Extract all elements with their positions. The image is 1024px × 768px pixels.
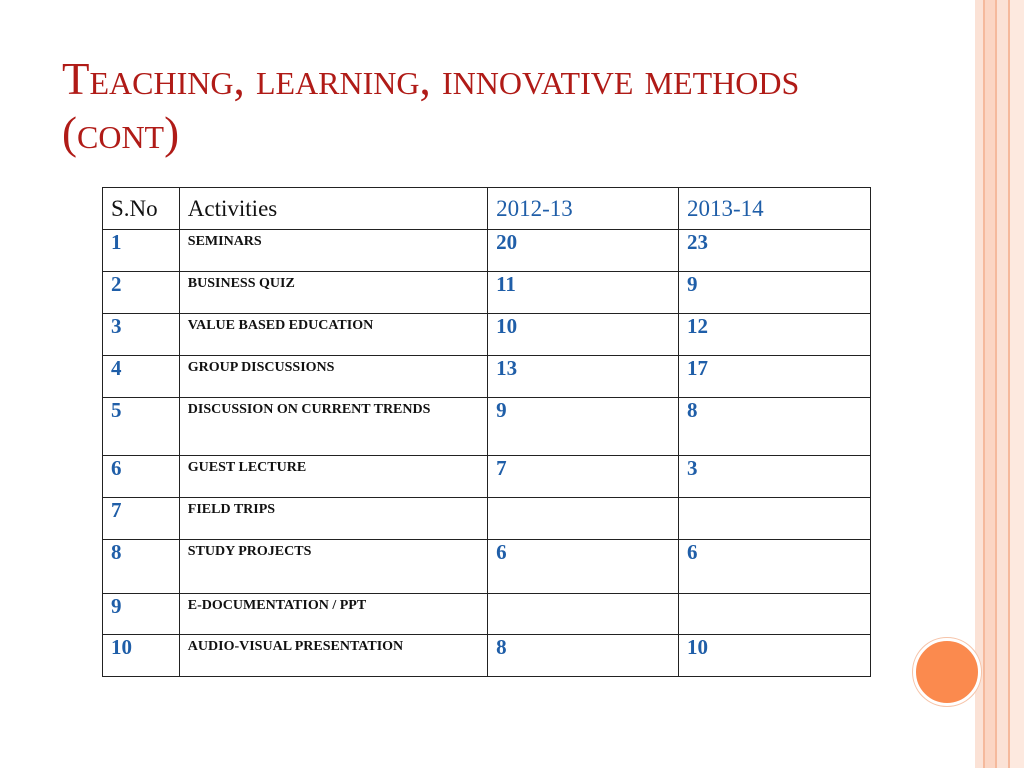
cell-2012-13: 9 bbox=[488, 398, 679, 456]
decorative-stripe bbox=[985, 0, 995, 768]
accent-circle-icon bbox=[913, 638, 981, 706]
cell-2013-14: 10 bbox=[678, 635, 870, 677]
cell-sno: 1 bbox=[103, 230, 180, 272]
table-row bbox=[103, 594, 871, 635]
cell-2012-13: 10 bbox=[488, 314, 679, 356]
decorative-stripe bbox=[1010, 0, 1024, 768]
cell-2012-13 bbox=[488, 498, 679, 540]
cell-2013-14 bbox=[678, 498, 870, 540]
cell-sno: 8 bbox=[103, 540, 180, 594]
table-row bbox=[103, 398, 871, 456]
cell-activity: BUSINESS QUIZ bbox=[179, 272, 487, 314]
cell-sno: 6 bbox=[103, 456, 180, 498]
cell-activity: DISCUSSION ON CURRENT TRENDS bbox=[179, 398, 487, 456]
cell-sno: 3 bbox=[103, 314, 180, 356]
cell-activity: SEMINARS bbox=[179, 230, 487, 272]
cell-activity: GUEST LECTURE bbox=[179, 456, 487, 498]
cell-activity: FIELD TRIPS bbox=[179, 498, 487, 540]
table-row bbox=[103, 356, 871, 398]
table-row bbox=[103, 540, 871, 594]
header-sno: S.No bbox=[103, 188, 180, 230]
cell-2012-13: 7 bbox=[488, 456, 679, 498]
decorative-stripe bbox=[975, 0, 983, 768]
table-row bbox=[103, 314, 871, 356]
cell-2012-13: 8 bbox=[488, 635, 679, 677]
table-row bbox=[103, 635, 871, 677]
table-row bbox=[103, 456, 871, 498]
cell-sno: 9 bbox=[103, 594, 180, 635]
cell-activity: AUDIO-VISUAL PRESENTATION bbox=[179, 635, 487, 677]
table-row bbox=[103, 230, 871, 272]
cell-2013-14: 9 bbox=[678, 272, 870, 314]
cell-2012-13: 6 bbox=[488, 540, 679, 594]
cell-2013-14 bbox=[678, 594, 870, 635]
header-2013-14: 2013-14 bbox=[678, 188, 870, 230]
cell-2013-14: 23 bbox=[678, 230, 870, 272]
cell-sno: 10 bbox=[103, 635, 180, 677]
cell-activity: STUDY PROJECTS bbox=[179, 540, 487, 594]
cell-sno: 2 bbox=[103, 272, 180, 314]
table-row bbox=[103, 272, 871, 314]
cell-2012-13: 11 bbox=[488, 272, 679, 314]
header-activities: Activities bbox=[179, 188, 487, 230]
cell-2012-13 bbox=[488, 594, 679, 635]
cell-activity: VALUE BASED EDUCATION bbox=[179, 314, 487, 356]
cell-activity: E-DOCUMENTATION / PPT bbox=[179, 594, 487, 635]
cell-2012-13: 20 bbox=[488, 230, 679, 272]
cell-sno: 4 bbox=[103, 356, 180, 398]
cell-2013-14: 12 bbox=[678, 314, 870, 356]
cell-sno: 7 bbox=[103, 498, 180, 540]
cell-2013-14: 8 bbox=[678, 398, 870, 456]
cell-activity: GROUP DISCUSSIONS bbox=[179, 356, 487, 398]
cell-2012-13: 13 bbox=[488, 356, 679, 398]
decorative-stripe bbox=[997, 0, 1008, 768]
activities-table bbox=[102, 187, 871, 677]
cell-2013-14: 6 bbox=[678, 540, 870, 594]
header-2012-13: 2012-13 bbox=[488, 188, 679, 230]
cell-2013-14: 17 bbox=[678, 356, 870, 398]
cell-sno: 5 bbox=[103, 398, 180, 456]
cell-2013-14: 3 bbox=[678, 456, 870, 498]
table-header-row bbox=[103, 188, 871, 230]
table-row bbox=[103, 498, 871, 540]
slide-title: Teaching, learning, innovative methods (cont) bbox=[62, 54, 800, 158]
